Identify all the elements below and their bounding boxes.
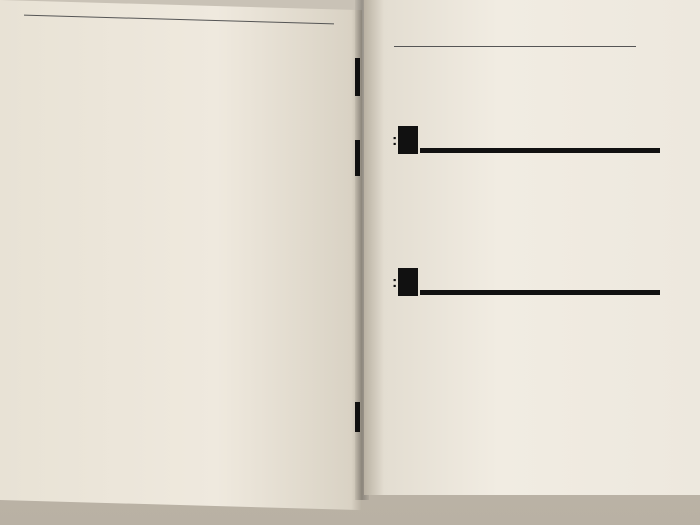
header-rule [24, 15, 334, 25]
colon-mark: : [392, 274, 398, 291]
right-page [364, 0, 700, 495]
section-bar [420, 290, 660, 295]
section-heading-abbreviations [392, 268, 662, 296]
section-bar [420, 148, 660, 153]
header-rule [394, 46, 636, 47]
section-heading-short-smileys [392, 126, 662, 154]
emoticon-list [0, 0, 362, 10]
section-initial [398, 126, 418, 154]
colon-mark: : [392, 132, 398, 149]
section-initial [398, 268, 418, 296]
